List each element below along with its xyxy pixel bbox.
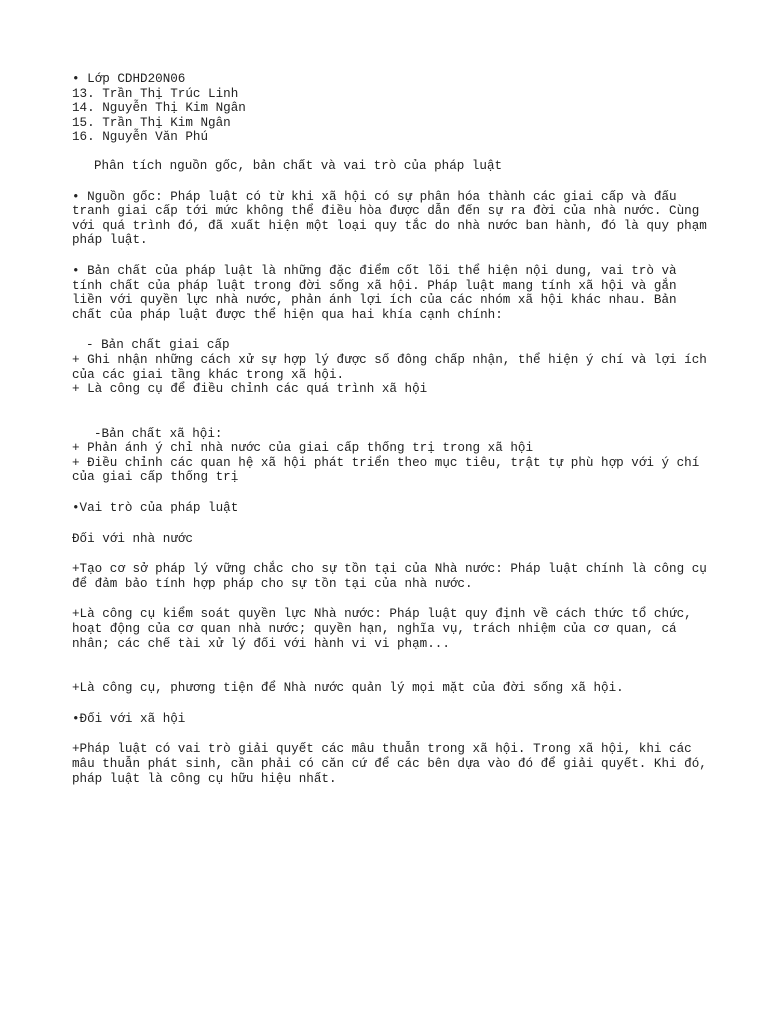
- class-nature-heading: - Bản chất giai cấp: [86, 338, 230, 353]
- society-role-heading: •Đối với xã hội: [72, 711, 186, 726]
- nature-intro-paragraph: • Bản chất của pháp luật là những đặc điểm cốt lõi thể hiện nội dung, vai trò và tính chất của pháp luật trong đời sống xã hội. Pháp luật mang tính xã hội và gắn liền với quyền lực nhà nước, phản ánh lợi ích của các nhóm xã hội khác nhau. Bản chất của pháp luật được thể hiện qua hai khía cạnh chính:: [72, 263, 677, 322]
- member-15: 15. Trần Thị Kim Ngân: [72, 115, 231, 130]
- member-13: 13. Trần Thị Trúc Linh: [72, 86, 239, 101]
- origin-paragraph: • Nguồn gốc: Pháp luật có từ khi xã hội có sự phân hóa thành các giai cấp và đấu tranh giai cấp tới mức không thể điều hòa được dẫn đến sự ra đời của nhà nước. Cùng với quá trình đó, đã xuất hiện một loại quy tắc do nhà nước ban hành, đó là quy phạm pháp luật.: [72, 189, 707, 248]
- state-role-point-1: +Tạo cơ sở pháp lý vững chắc cho sự tồn tại của Nhà nước: Pháp luật chính là công cụ để đảm bảo tính hợp pháp cho sự tồn tại của nhà nước.: [72, 562, 707, 591]
- social-nature-point-1: + Phản ánh ý chỉ nhà nước của giai cấp thống trị trong xã hội: [72, 441, 534, 456]
- class-nature-point-1: + Ghi nhận những cách xử sự hợp lý được số đông chấp nhận, thể hiện ý chí và lợi ích của các giai tầng khác trong xã hội.: [72, 352, 707, 382]
- member-14: 14. Nguyễn Thị Kim Ngân: [72, 101, 246, 116]
- society-role-point-1: +Pháp luật có vai trò giải quyết các mâu thuẫn trong xã hội. Trong xã hội, khi các mâu thuẫn phát sinh, cần phải có căn cứ để các bên dựa vào đó để giải quyết. Khi đó, pháp luật là công cụ hữu hiệu nhất.: [72, 742, 707, 786]
- role-heading: •Vai trò của pháp luật: [72, 501, 239, 516]
- social-nature-heading: -Bản chất xã hội:: [94, 426, 223, 441]
- class-nature-point-2: + Là công cụ để điều chỉnh các quá trình xã hội: [72, 382, 428, 397]
- state-role-heading: Đối với nhà nước: [72, 531, 193, 546]
- document-page: [72, 72, 712, 786]
- document-title: Phân tích nguồn gốc, bản chất và vai trò của pháp luật: [94, 158, 503, 173]
- class-line: • Lớp CDHD20N06: [72, 72, 186, 86]
- state-role-point-2: +Là công cụ kiểm soát quyền lực Nhà nước: Pháp luật quy định về cách thức tổ chức, hoạt động của cơ quan nhà nước; quyền hạn, nghĩa vụ, trách nhiệm của cơ quan, cá nhân; các chế tài xử lý đối với hành vi vi phạm...: [72, 607, 692, 651]
- state-role-point-3: +Là công cụ, phương tiện để Nhà nước quản lý mọi mặt của đời sống xã hội.: [72, 681, 624, 696]
- member-16: 16. Nguyễn Văn Phú: [72, 130, 209, 145]
- social-nature-point-2: + Điều chỉnh các quan hệ xã hội phát triển theo mục tiêu, trật tự phù hợp với ý chí của giai cấp thống trị: [72, 455, 700, 485]
